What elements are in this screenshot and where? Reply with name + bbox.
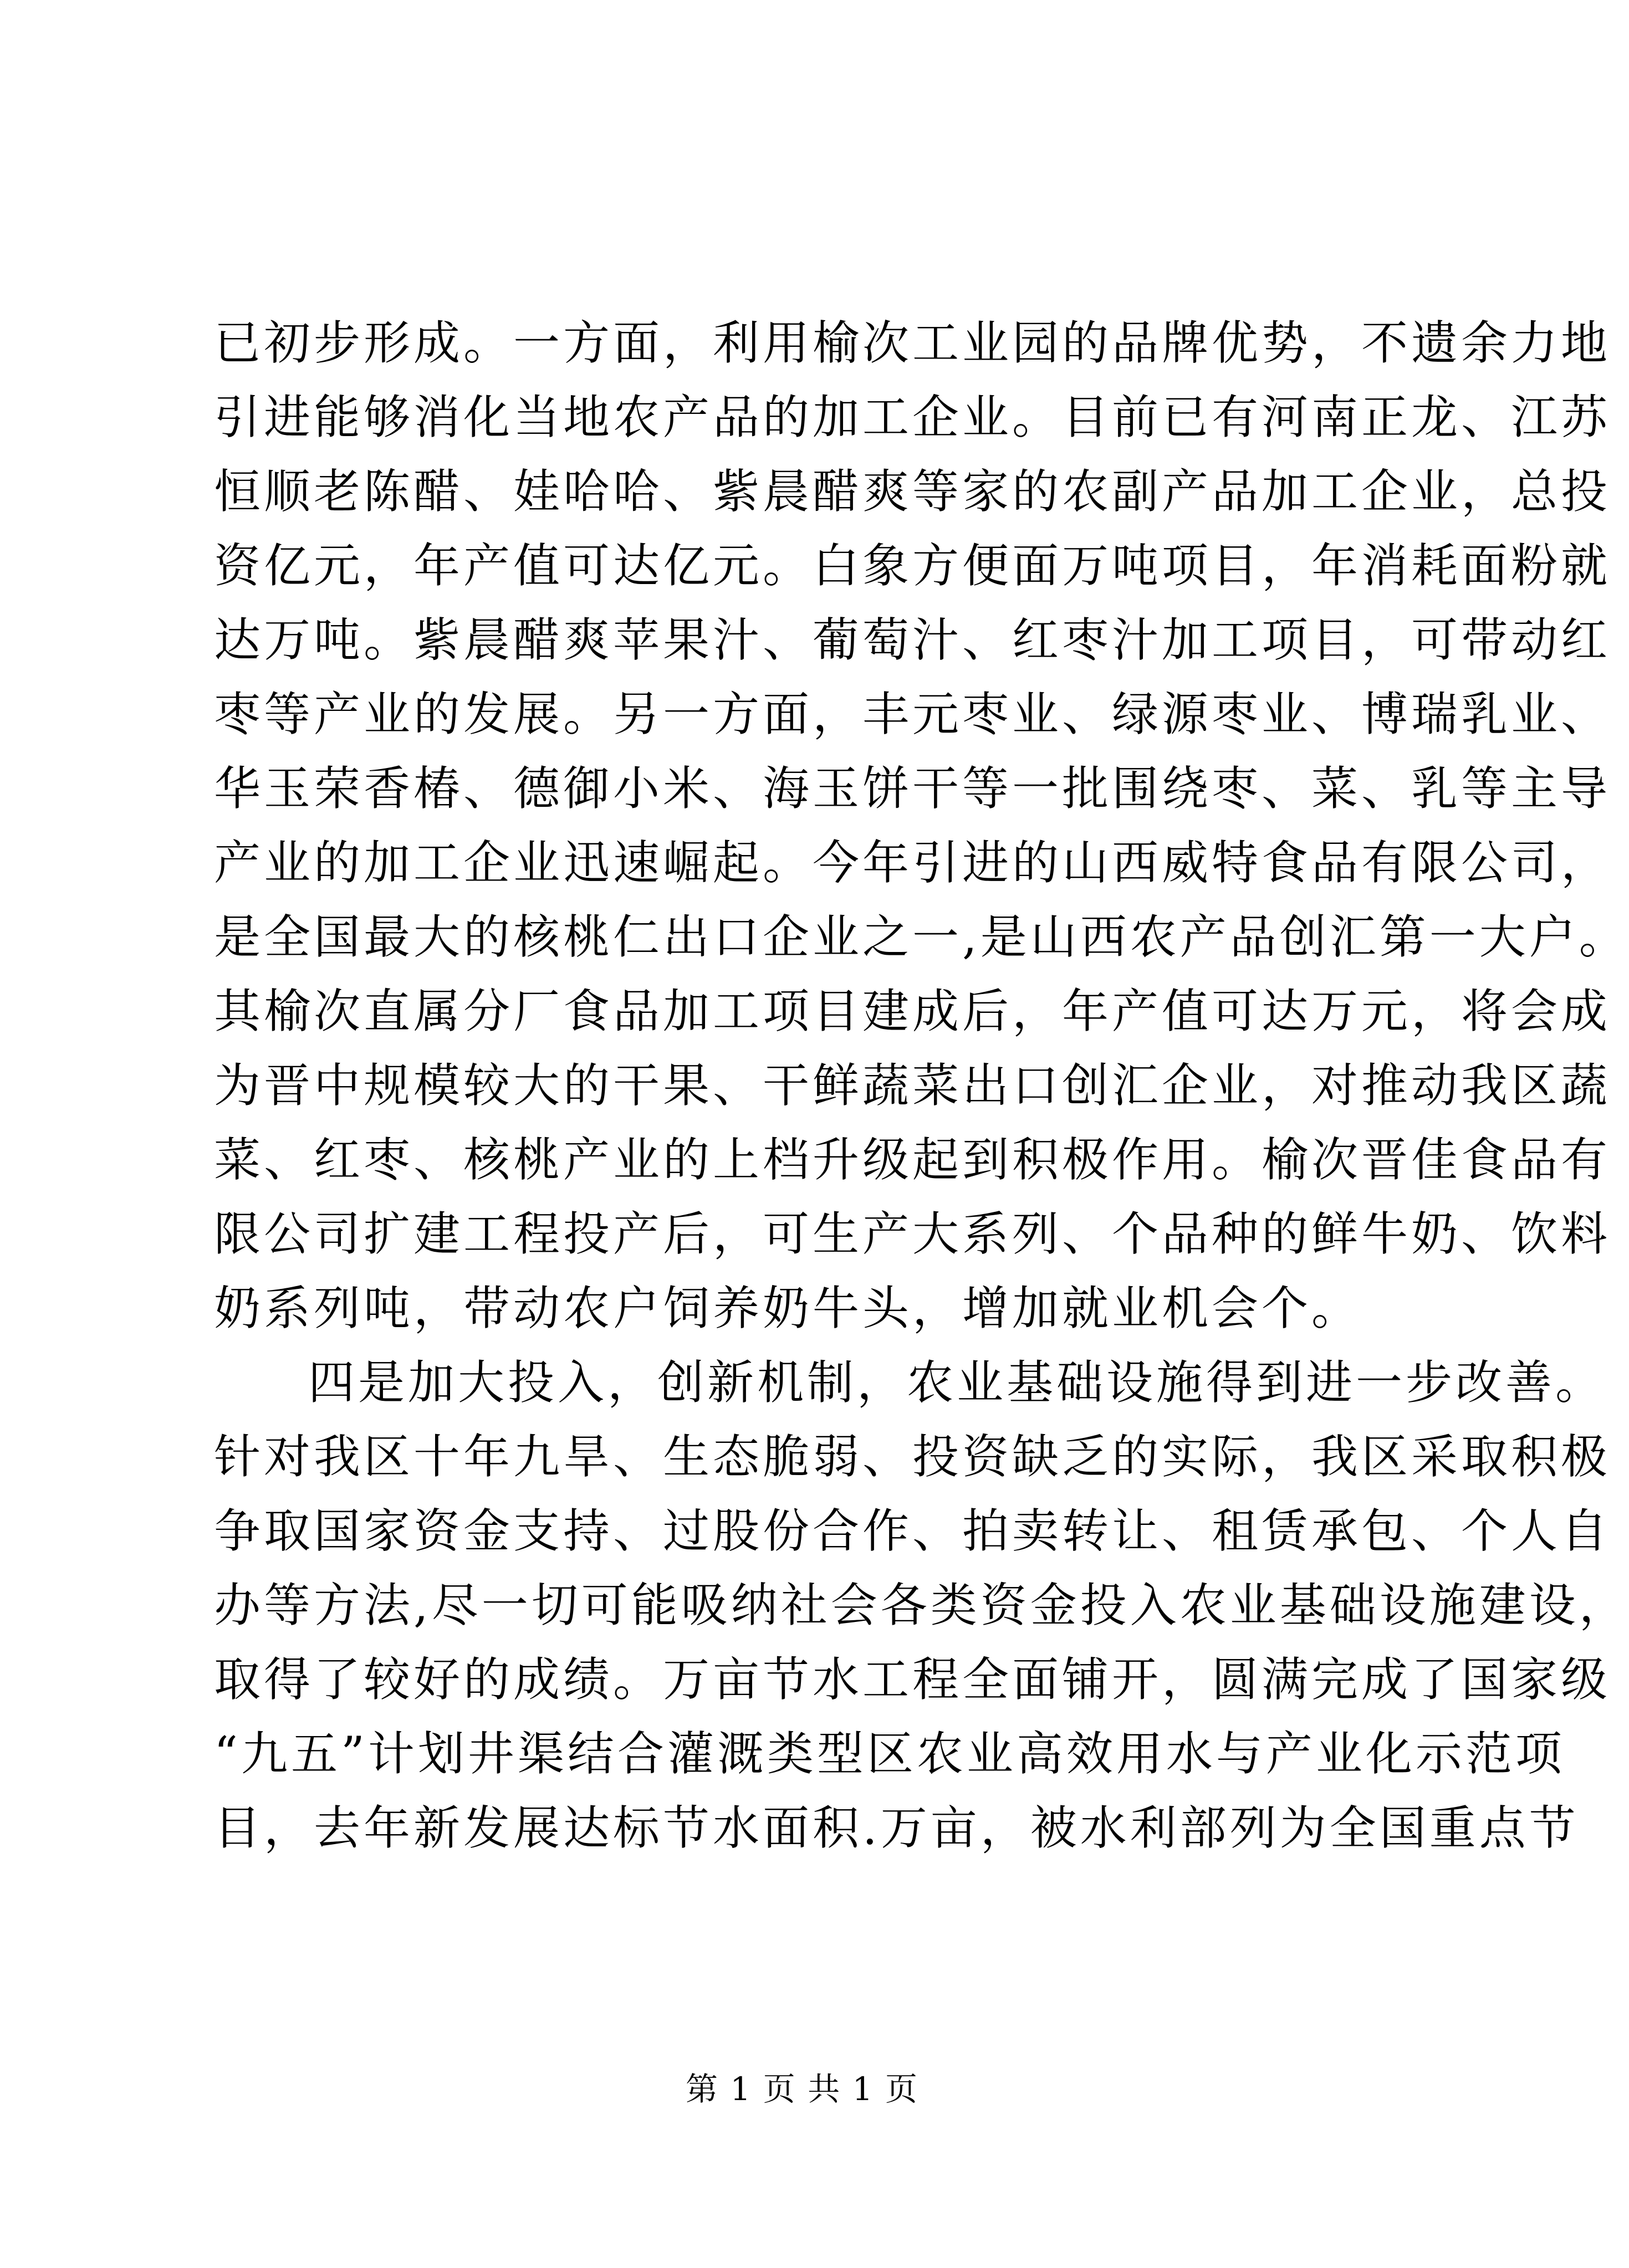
- text-line: 针对我区十年九旱、生态脆弱、投资缺乏的实际，我区采取积极: [214, 1430, 1611, 1484]
- paragraph-start-line: 四是加大投入，创新机制，农业基础设施得到进一步改善。: [308, 1355, 1606, 1410]
- text-line: 资亿元，年产值可达亿元。白象方便面万吨项目，年消耗面粉就: [214, 539, 1611, 593]
- text-line: 达万吨。紫晨醋爽苹果汁、葡萄汁、红枣汁加工项目，可带动红: [214, 613, 1611, 667]
- text-line: 恒顺老陈醋、娃哈哈、紫晨醋爽等家的农副产品加工企业，总投: [214, 464, 1611, 519]
- text-line: 办等方法,尽一切可能吸纳社会各类资金投入农业基础设施建设，: [214, 1578, 1629, 1632]
- text-line: “九五”计划井渠结合灌溉类型区农业高效用水与产业化示范项: [214, 1727, 1565, 1781]
- text-line: 产业的加工企业迅速崛起。今年引进的山西威特食品有限公司，: [214, 836, 1611, 890]
- text-line: 是全国最大的核桃仁出口企业之一,是山西农产品创汇第一大户。: [214, 910, 1629, 964]
- text-line: 引进能够消化当地农产品的加工企业。目前已有河南正龙、江苏: [214, 390, 1611, 444]
- text-line: 华玉荣香椿、德御小米、海玉饼干等一批围绕枣、菜、乳等主导: [214, 761, 1611, 816]
- text-line: 菜、红枣、核桃产业的上档升级起到积极作用。榆次晋佳食品有: [214, 1133, 1611, 1187]
- text-line: 奶系列吨，带动农户饲养奶牛头，增加就业机会个。: [214, 1281, 1362, 1335]
- text-line: 取得了较好的成绩。万亩节水工程全面铺开，圆满完成了国家级: [214, 1652, 1611, 1707]
- text-line: 其榆次直属分厂食品加工项目建成后，年产值可达万元，将会成: [214, 984, 1611, 1038]
- text-line: 限公司扩建工程投产后，可生产大系列、个品种的鲜牛奶、饮料: [214, 1207, 1611, 1261]
- text-line: 为晋中规模较大的干果、干鲜蔬菜出口创汇企业，对推动我区蔬: [214, 1058, 1611, 1113]
- text-line: 枣等产业的发展。另一方面，丰元枣业、绿源枣业、博瑞乳业、: [214, 687, 1611, 741]
- page-footer: 第 1 页 共 1 页: [686, 2070, 918, 2108]
- text-line: 目，去年新发展达标节水面积.万亩，被水利部列为全国重点节: [214, 1801, 1579, 1855]
- text-line: 争取国家资金支持、过股份合作、拍卖转让、租赁承包、个人自: [214, 1504, 1611, 1558]
- text-line: 已初步形成。一方面，利用榆次工业园的品牌优势，不遗余力地: [214, 316, 1611, 370]
